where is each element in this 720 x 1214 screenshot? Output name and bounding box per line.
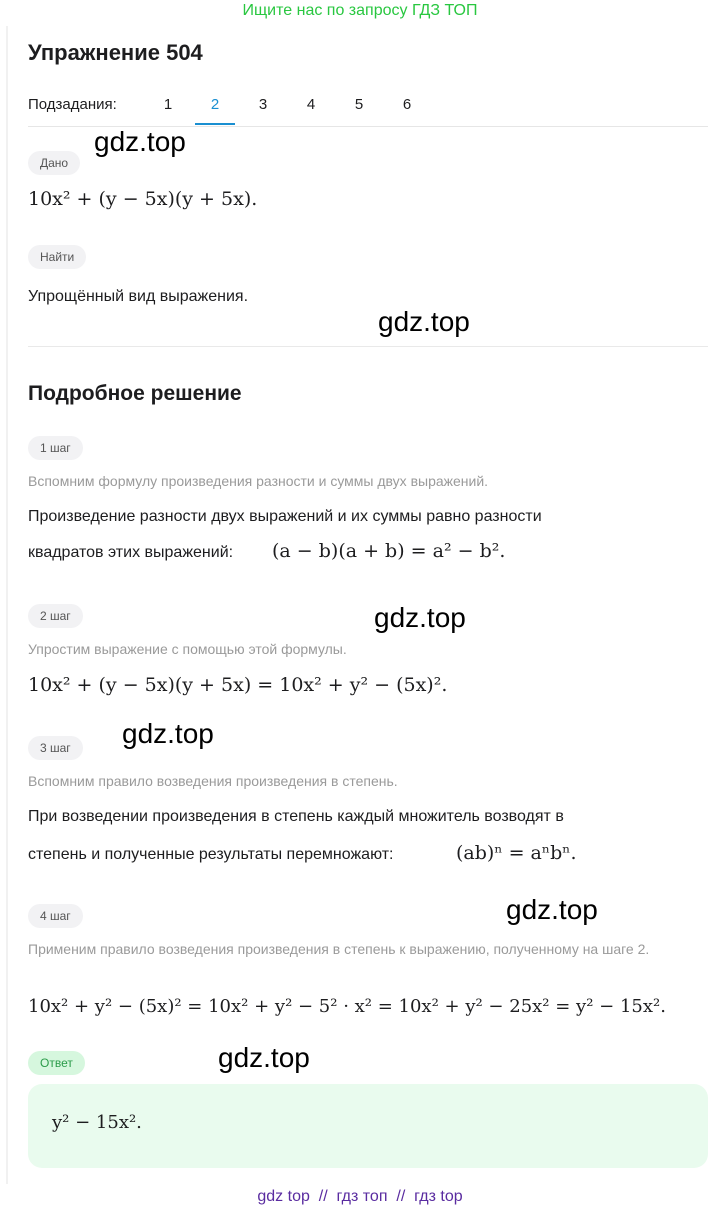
find-text: Упрощённый вид выражения. xyxy=(28,288,249,305)
tab-4[interactable]: 4 xyxy=(306,96,316,113)
step-1-badge: 1 шаг xyxy=(28,436,83,460)
tab-3[interactable]: 3 xyxy=(258,96,268,113)
find-badge: Найти xyxy=(28,245,86,269)
step-1-text-line2: квадратов этих выражений: xyxy=(28,544,234,561)
page-title: Упражнение 504 xyxy=(28,40,203,65)
step-1-formula: (a − b)(a + b) = a² − b². xyxy=(272,540,506,562)
step-1-text-line1: Произведение разности двух выражений и их суммы равно разности xyxy=(28,508,542,525)
watermark: gdz.top xyxy=(122,718,214,749)
watermark: gdz.top xyxy=(374,602,466,633)
step-3-hint: Вспомним правило возведения произведения в степень. xyxy=(28,773,398,789)
answer-badge: Ответ xyxy=(28,1051,85,1075)
step-4-badge: 4 шаг xyxy=(28,904,83,928)
step-1-hint: Вспомним формулу произведения разности и суммы двух выражений. xyxy=(28,473,489,489)
step-3-text-line2: степень и полученные результаты перемножают: xyxy=(28,846,394,863)
tab-5[interactable]: 5 xyxy=(354,96,364,113)
step-4-hint: Применим правило возведения произведения в степень к выражению, полученному на шаге 2. xyxy=(28,941,650,957)
watermark: gdz.top xyxy=(378,306,470,337)
subtasks-tabs xyxy=(28,90,708,127)
step-3-text-line1: При возведении произведения в степень каждый множитель возводят в xyxy=(28,808,564,825)
divider xyxy=(28,346,708,347)
step-3-badge: 3 шаг xyxy=(28,736,83,760)
footer-links[interactable]: gdz top // гдз топ // гдз top xyxy=(257,1188,463,1205)
step-2-badge: 2 шаг xyxy=(28,604,83,628)
solution-title: Подробное решение xyxy=(28,382,242,405)
step-3-formula: (ab)ⁿ = aⁿbⁿ. xyxy=(456,842,577,864)
answer-box xyxy=(28,1084,708,1168)
answer-value: y² − 15x². xyxy=(52,1112,142,1133)
given-badge: Дано xyxy=(28,151,80,175)
tab-6[interactable]: 6 xyxy=(402,96,412,113)
given-expression: 10x² + (y − 5x)(y + 5x). xyxy=(28,188,258,210)
step-2-formula: 10x² + (y − 5x)(y + 5x) = 10x² + y² − (5x)². xyxy=(28,674,448,696)
watermark: gdz.top xyxy=(506,894,598,925)
watermark: gdz.top xyxy=(94,126,186,157)
tab-1[interactable]: 1 xyxy=(163,96,173,113)
step-2-hint: Упростим выражение с помощью этой формулы. xyxy=(28,641,347,657)
tab-2[interactable]: 2 xyxy=(195,96,235,125)
subtasks-label: Подзадания: xyxy=(28,96,117,113)
top-banner[interactable]: Ищите нас по запросу ГДЗ ТОП xyxy=(242,2,478,19)
watermark: gdz.top xyxy=(218,1042,310,1073)
step-4-formula: 10x² + y² − (5x)² = 10x² + y² − 5² · x² = 10x² + y² − 25x² = y² − 15x². xyxy=(28,996,666,1017)
